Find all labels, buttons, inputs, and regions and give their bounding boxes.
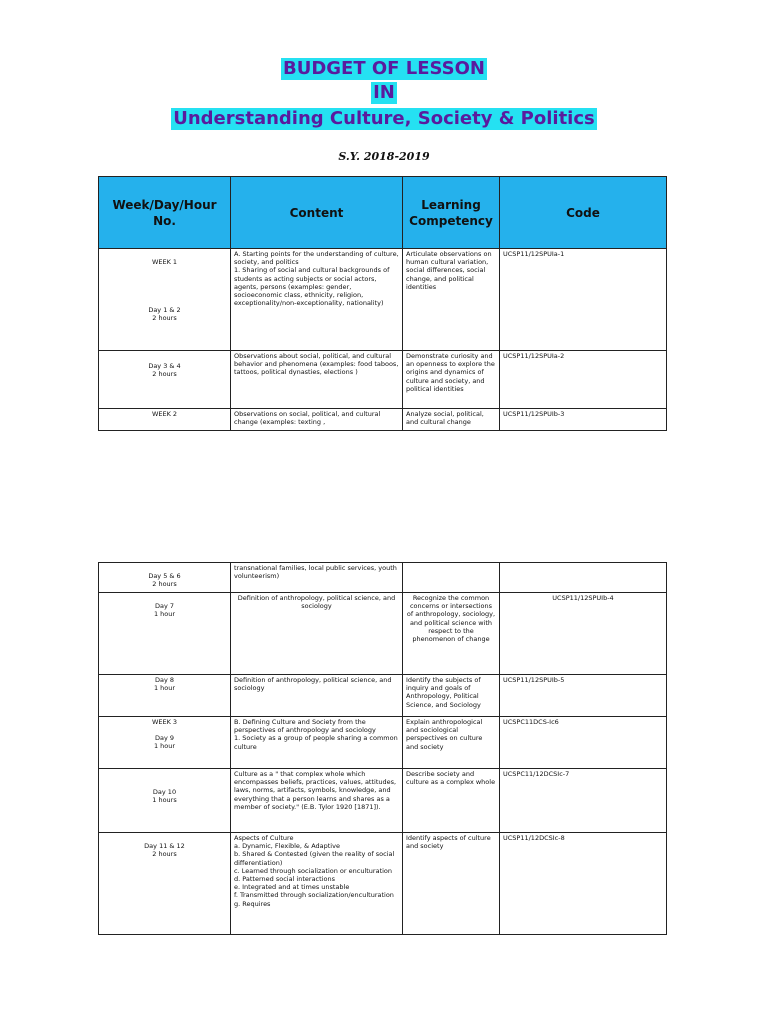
hour-label: 2 hours [152,850,177,859]
day-label: Day 8 [154,676,175,684]
school-year: S.Y. 2018-2019 [338,150,430,163]
week-cell [99,833,231,935]
table-row [99,675,667,717]
code-cell: UCSP11/12SPUIa-2 [500,351,667,409]
table-row [99,593,667,675]
code-cell: UCSPC11/12DCSIc-7 [500,769,667,833]
hour-label: 1 hour [153,742,176,751]
content-cell: transnational families, local public services, youth volunteerism) [231,563,403,593]
week-cell [99,351,231,409]
competency-cell [403,563,500,593]
hour-label: 1 hour [153,684,176,693]
lesson-table-page-1 [98,176,667,431]
day-label: Day 10 [152,788,177,796]
table-header-row [99,177,667,249]
content-cell: Definition of anthropology, political science, and sociology [231,593,403,675]
week-cell [99,593,231,675]
header-content: Content [231,177,403,249]
code-cell [500,563,667,593]
content-cell: Aspects of Culture a. Dynamic, Flexible, & Adaptive b. Shared & Contested (given the reality of social differentiation) c. Learned through socialization or enculturation d. Patterned social interactions e. Integrated and at times unstable f. Transmitted through socialization/enculturation g. Requires [231,833,403,935]
week-cell [99,675,231,717]
header-competency: Learning Competency [403,177,500,249]
code-cell: UCSPC11DCS-Ic6 [500,717,667,769]
competency-cell: Describe society and culture as a complex whole [403,769,500,833]
table-row [99,409,667,431]
title-line-2: IN [373,82,395,103]
table-row [99,351,667,409]
content-cell: Culture as a " that complex whole which encompasses beliefs, practices, values, attitudes, laws, norms, artifacts, symbols, knowledge, and everything that a person learns and shares as a member of society." (E.B. Tylor 1920 [1871]). [231,769,403,833]
hour-label: 2 hours [152,580,177,589]
day-label: Day 5 & 6 [148,572,181,580]
content-cell: Definition of anthropology, political science, and sociology [231,675,403,717]
title-line-1: BUDGET OF LESSON [282,58,485,79]
content-cell: Observations on social, political, and cultural change (examples: texting , [231,409,403,431]
day-label: Day 7 [154,602,175,610]
content-cell: A. Starting points for the understanding of culture, society, and politics 1. Sharing of social and cultural backgrounds of students as acting subjects or social actors, agents, persons (examples: gender, socioeconomic class, ethnicity, religion, exceptionality/non-exceptionality, nationality) [231,249,403,351]
lesson-table-page-2 [98,562,667,935]
table-row [99,249,667,351]
competency-cell: Recognize the common concerns or intersections of anthropology, sociology, and political science with respect to the phenomenon of change [403,593,500,675]
competency-cell: Explain anthropological and sociological perspectives on culture and society [403,717,500,769]
code-cell: UCSP11/12SPUIa-1 [500,249,667,351]
table-row [99,563,667,593]
content-cell: B. Defining Culture and Society from the perspectives of anthropology and sociology 1. Society as a group of people sharing a common culture [231,717,403,769]
competency-cell: Analyze social, political, and cultural change [403,409,500,431]
hour-label: 2 hours [152,314,177,323]
header-week: Week/Day/Hour No. [99,177,231,249]
competency-cell: Demonstrate curiosity and an openness to explore the origins and dynamics of culture and society, and political identities [403,351,500,409]
competency-cell: Identify aspects of culture and society [403,833,500,935]
header-code: Code [500,177,667,249]
week-cell: WEEK 2 [99,409,231,431]
table-row [99,717,667,769]
hour-label: 2 hours [152,370,177,379]
hour-label: 1 hours [152,796,177,805]
code-cell: UCSP11/12SPUIb-3 [500,409,667,431]
competency-cell: Identify the subjects of inquiry and goals of Anthropology, Political Science, and Sociology [403,675,500,717]
table-row [99,833,667,935]
day-label: Day 11 & 12 [144,842,185,850]
week-cell [99,717,231,769]
title-line-3: Understanding Culture, Society & Politics [173,108,595,129]
week-cell [99,769,231,833]
code-cell: UCSP11/12SPUIb-5 [500,675,667,717]
week-cell [99,563,231,593]
week-label: WEEK 3 [151,718,178,726]
day-label: Day 9 [154,734,175,743]
week-label: WEEK 1 [151,258,178,266]
code-cell: UCSP11/12DCSIc-8 [500,833,667,935]
competency-cell: Articulate observations on human cultural variation, social differences, social change, and political identities [403,249,500,351]
day-label: Day 1 & 2 [148,306,181,315]
code-cell: UCSP11/12SPUIb-4 [500,593,667,675]
content-cell: Observations about social, political, and cultural behavior and phenomena (examples: food taboos, tattoos, political dynasties, elections ) [231,351,403,409]
hour-label: 1 hour [153,610,176,619]
week-cell [99,249,231,351]
day-label: Day 3 & 4 [148,362,181,370]
table-row [99,769,667,833]
